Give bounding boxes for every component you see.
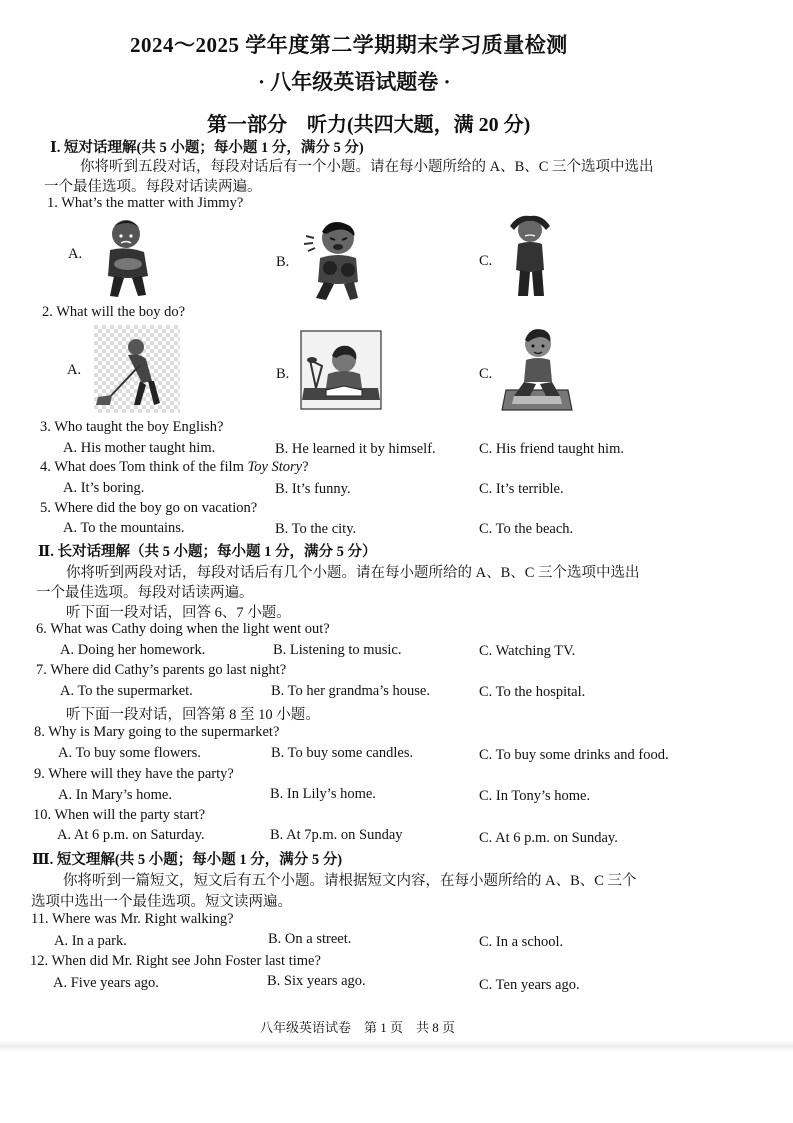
q2-option-c-label: C.: [479, 366, 493, 382]
question-4-film-title: Toy Story: [247, 459, 303, 475]
section-2-instruction-line2: 一个最佳选项。每段对话读两遍。: [36, 585, 254, 601]
q3-option-b: B. He learned it by himself.: [275, 441, 436, 457]
q5-option-a: A. To the mountains.: [63, 520, 185, 536]
q9-option-c: C. In Tony’s home.: [479, 788, 591, 804]
q3-option-c: C. His friend taught him.: [479, 441, 624, 457]
section-2-subheading-2: 听下面一段对话，回答第 8 至 10 小题。: [66, 707, 320, 723]
page-footer: 八年级英语试卷 第 1 页 共 8 页: [260, 1020, 456, 1035]
question-7-stem: 7. Where did Cathy’s parents go last night?: [36, 662, 287, 678]
q6-option-c: C. Watching TV.: [479, 643, 576, 659]
q1-option-b-label: B.: [276, 254, 290, 270]
boy-headache-picture: [500, 212, 560, 300]
q4-option-a: A. It’s boring.: [63, 480, 145, 496]
section-3-instruction-line1: 你将听到一篇短文，短文后有五个小题。请根据短文内容，在每小题所给的 A、B、C 三个: [63, 873, 637, 889]
q11-option-a: A. In a park.: [54, 933, 127, 949]
question-4-stem-end: ?: [302, 459, 309, 475]
question-2-stem: 2. What will the boy do?: [42, 304, 186, 320]
question-4-stem: [40, 459, 309, 476]
section-2-heading: Ⅱ. 长对话理解（共 5 小题；每小题 1 分，满分 5 分）: [38, 544, 377, 560]
question-3-stem: 3. Who taught the boy English?: [40, 419, 224, 435]
exam-subtitle: · 八年级英语试题卷 ·: [258, 70, 451, 94]
boy-sneezing-picture: [300, 218, 372, 302]
section-2-instruction-line1: 你将听到两段对话，每段对话后有几个小题。请在每小题所给的 A、B、C 三个选项中选出: [66, 565, 640, 581]
q8-option-a: A. To buy some flowers.: [58, 745, 201, 761]
q12-option-c: C. Ten years ago.: [479, 977, 580, 993]
q5-option-c: C. To the beach.: [479, 521, 574, 537]
scan-shadow: [0, 1040, 793, 1052]
section-1-heading: Ⅰ. 短对话理解(共 5 小题；每小题 1 分，满分 5 分): [50, 140, 364, 156]
question-8-stem: 8. Why is Mary going to the supermarket?: [34, 724, 280, 740]
q10-option-c: C. At 6 p.m. on Sunday.: [479, 830, 618, 846]
question-11-stem: 11. Where was Mr. Right walking?: [31, 911, 234, 927]
q2-option-a-label: A.: [67, 362, 82, 378]
q1-option-a-label: A.: [68, 246, 83, 262]
q12-option-a: A. Five years ago.: [53, 975, 159, 991]
section-3-instruction-line2: 选项中选出一个最佳选项。短文读两遍。: [31, 894, 292, 910]
q5-option-b: B. To the city.: [275, 521, 357, 537]
q9-option-a: A. In Mary’s home.: [58, 787, 172, 803]
q7-option-a: A. To the supermarket.: [60, 683, 193, 699]
section-3-heading: Ⅲ. 短文理解(共 5 小题；每小题 1 分，满分 5 分): [32, 852, 343, 868]
q4-option-c: C. It’s terrible.: [479, 481, 564, 497]
boy-reading-picture: [300, 330, 382, 410]
section-1-instruction-line2: 一个最佳选项。每段对话读两遍。: [44, 179, 262, 195]
q7-option-b: B. To her grandma’s house.: [271, 683, 430, 699]
q11-option-c: C. In a school.: [479, 934, 564, 950]
q7-option-c: C. To the hospital.: [479, 684, 586, 700]
boy-stomachache-picture: [92, 214, 164, 300]
q6-option-b: B. Listening to music.: [273, 642, 402, 658]
section-1-instruction-line1: 你将听到五段对话，每段对话后有一个小题。请在每小题所给的 A、B、C 三个选项中选出: [80, 159, 654, 175]
question-6-stem: 6. What was Cathy doing when the light went out?: [36, 621, 330, 637]
q12-option-b: B. Six years ago.: [267, 973, 366, 989]
q11-option-b: B. On a street.: [268, 931, 352, 947]
q9-option-b: B. In Lily’s home.: [270, 786, 376, 802]
q4-option-b: B. It’s funny.: [275, 481, 351, 497]
exam-title: 2024～2025 学年度第二学期期末学习质量检测: [130, 33, 568, 57]
question-4-stem-text: 4. What does Tom think of the film: [40, 459, 248, 475]
boy-exercising-picture: [500, 324, 574, 414]
question-12-stem: 12. When did Mr. Right see John Foster last time?: [30, 953, 321, 969]
question-1-stem: 1. What’s the matter with Jimmy?: [47, 195, 244, 211]
question-5-stem: 5. Where did the boy go on vacation?: [40, 500, 258, 516]
boy-sweeping-picture: [94, 325, 180, 413]
q3-option-a: A. His mother taught him.: [63, 440, 216, 456]
part-heading: 第一部分 听力(共四大题，满 20 分): [207, 114, 531, 136]
q6-option-a: A. Doing her homework.: [60, 642, 206, 658]
q2-option-b-label: B.: [276, 366, 290, 382]
question-9-stem: 9. Where will they have the party?: [34, 766, 234, 782]
question-10-stem: 10. When will the party start?: [33, 807, 206, 823]
q8-option-b: B. To buy some candles.: [271, 745, 414, 761]
q10-option-b: B. At 7p.m. on Sunday: [270, 827, 403, 843]
section-2-subheading-1: 听下面一段对话，回答 6、7 小题。: [66, 605, 291, 621]
q10-option-a: A. At 6 p.m. on Saturday.: [57, 827, 205, 843]
q8-option-c: C. To buy some drinks and food.: [479, 747, 669, 763]
q1-option-c-label: C.: [479, 253, 493, 269]
